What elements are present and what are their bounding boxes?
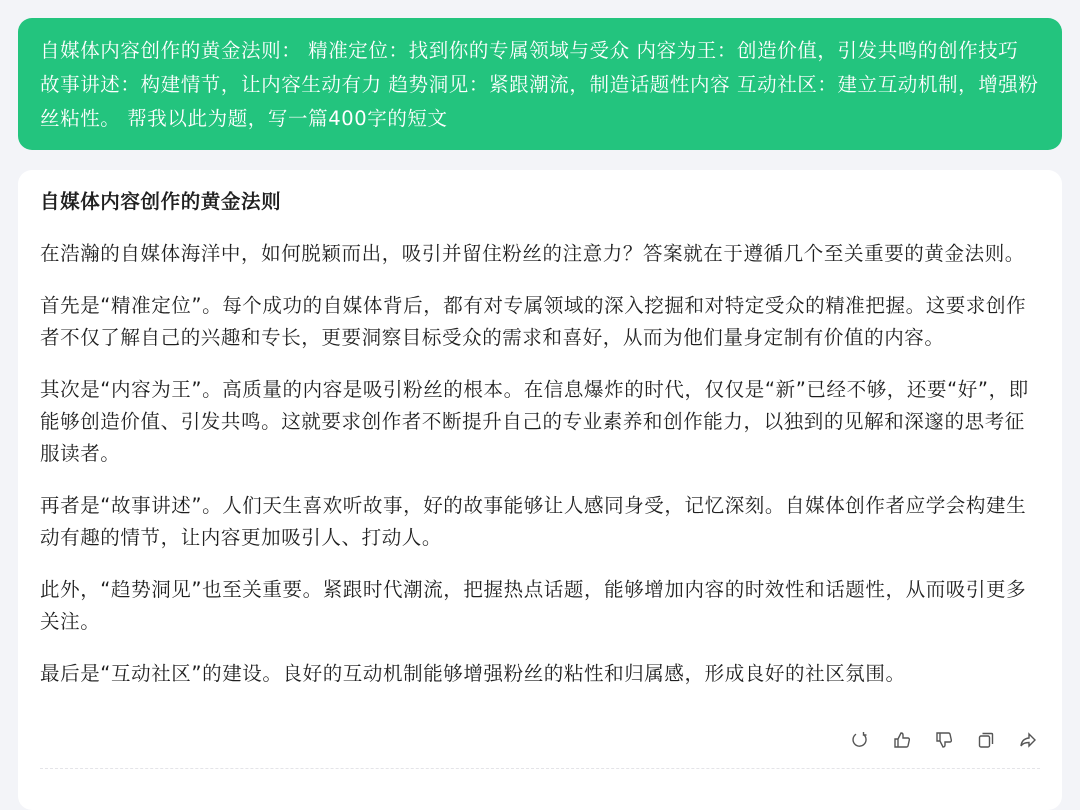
response-actions bbox=[850, 730, 1038, 750]
copy-icon[interactable] bbox=[976, 730, 996, 750]
response-paragraph: 最后是“互动社区”的建设。良好的互动机制能够增强粉丝的粘性和归属感，形成良好的社区氛围。 bbox=[40, 662, 906, 685]
user-message-text: 自媒体内容创作的黄金法则： 精准定位：找到你的专属领域与受众 内容为王：创造价值，引发共鸣的创作技巧 故事讲述：构建情节，让内容生动有力 趋势洞见：紧跟潮流，制造话题性内容 互动社区：建立互动机制，增强粉丝粘性。 帮我以此为题，写一篇400字的短文 bbox=[40, 39, 1039, 130]
user-message-bubble bbox=[18, 18, 1062, 150]
thumbs-down-icon[interactable] bbox=[934, 730, 954, 750]
response-paragraph: 其次是“内容为王”。高质量的内容是吸引粉丝的根本。在信息爆炸的时代，仅仅是“新”已经不够，还要“好”，即能够创造价值、引发共鸣。这就要求创作者不断提升自己的专业素养和创作能力，以独到的见解和深邃的思考征服读者。 bbox=[40, 378, 1029, 465]
response-paragraph: 再者是“故事讲述”。人们天生喜欢听故事，好的故事能够让人感同身受，记忆深刻。自媒体创作者应学会构建生动有趣的情节，让内容更加吸引人、打动人。 bbox=[40, 494, 1027, 549]
response-paragraph: 首先是“精准定位”。每个成功的自媒体背后，都有对专属领域的深入挖掘和对特定受众的精准把握。这要求创作者不仅了解自己的兴趣和专长，更要洞察目标受众的需求和喜好，从而为他们量身定制有价值的内容。 bbox=[40, 294, 1027, 349]
thumbs-up-icon[interactable] bbox=[892, 730, 912, 750]
divider bbox=[40, 768, 1040, 769]
assistant-response-card bbox=[18, 170, 1062, 810]
response-paragraph: 在浩瀚的自媒体海洋中，如何脱颖而出，吸引并留住粉丝的注意力？答案就在于遵循几个至关重要的黄金法则。 bbox=[40, 242, 1025, 265]
response-title: 自媒体内容创作的黄金法则 bbox=[40, 190, 282, 213]
share-icon[interactable] bbox=[1018, 730, 1038, 750]
response-paragraph: 此外，“趋势洞见”也至关重要。紧跟时代潮流，把握热点话题，能够增加内容的时效性和话题性，从而吸引更多关注。 bbox=[40, 578, 1027, 633]
regenerate-icon[interactable] bbox=[850, 730, 870, 750]
